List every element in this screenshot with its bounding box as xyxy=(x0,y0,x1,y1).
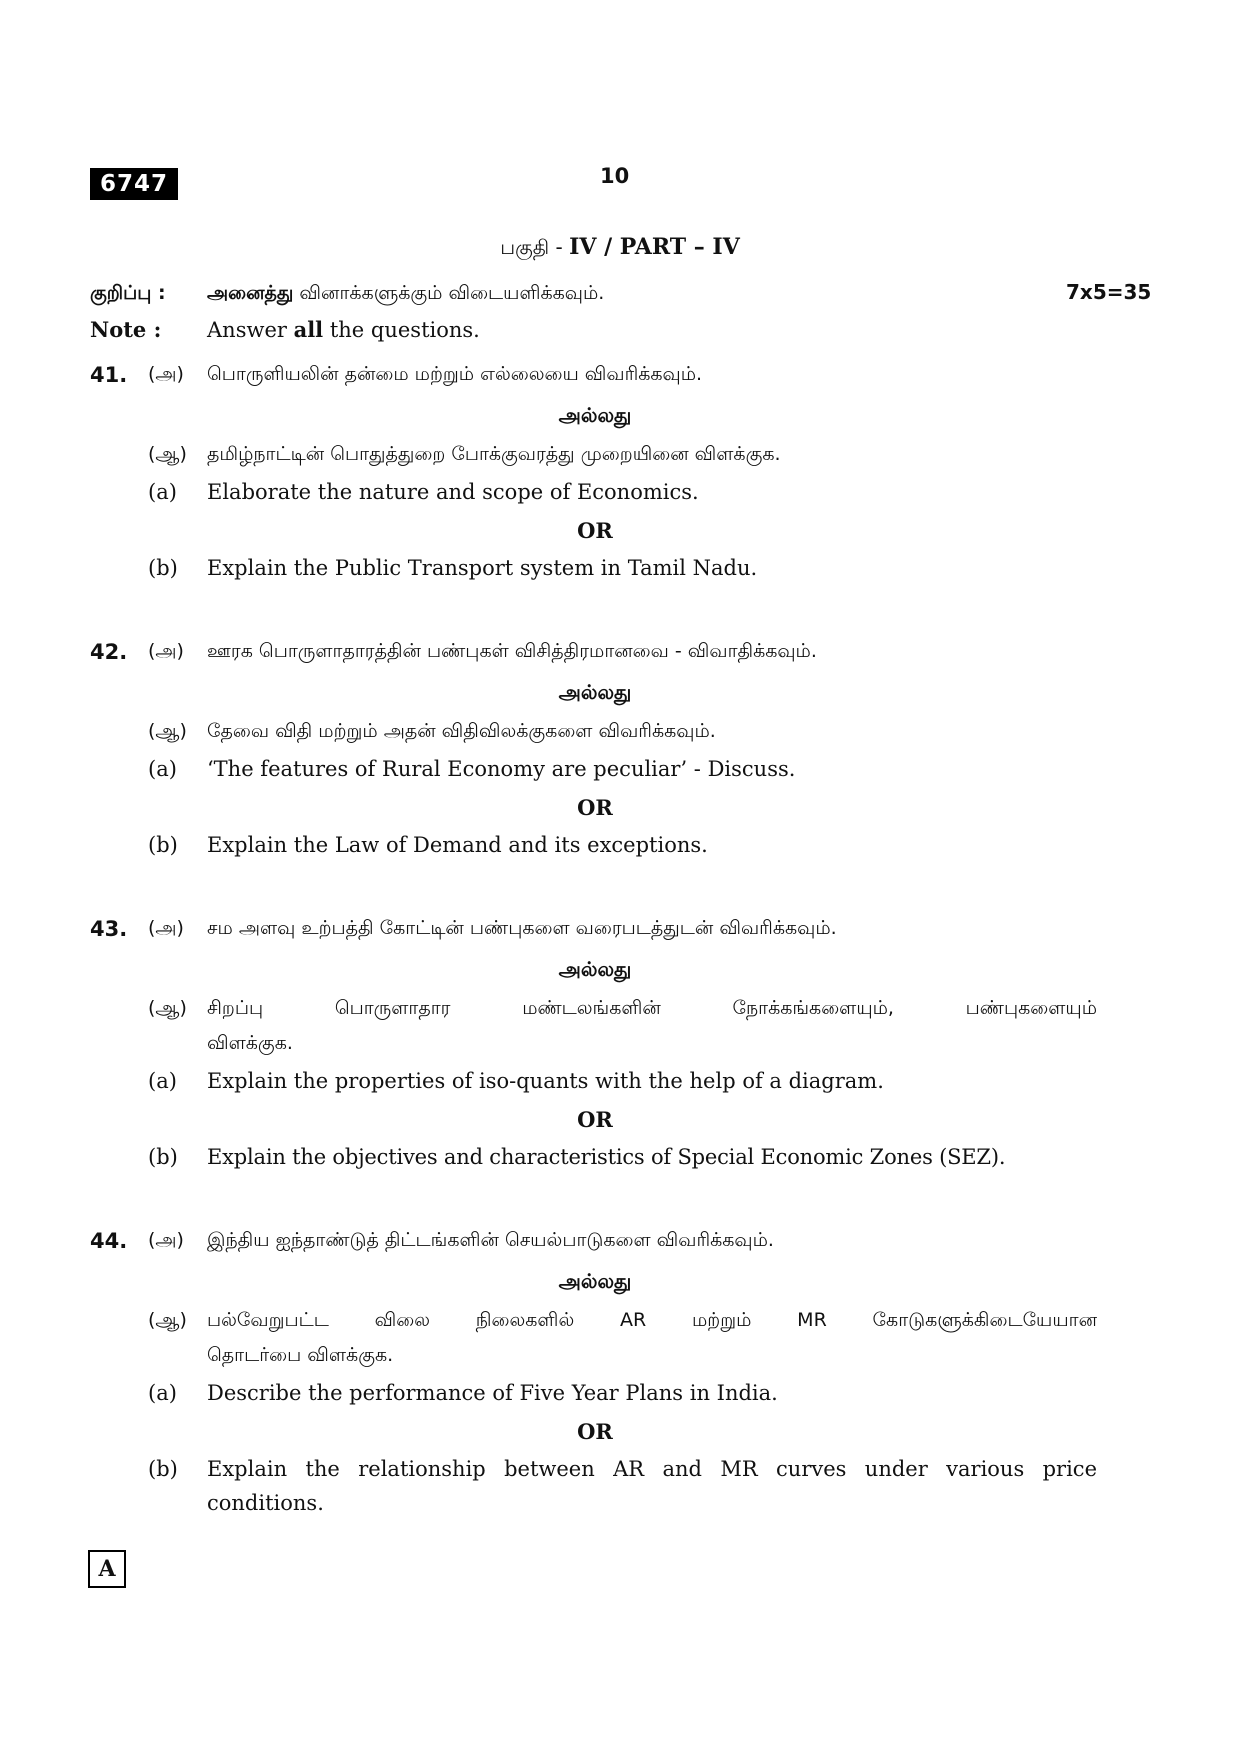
question-text-tamil-b: தமிழ்நாட்டின் பொதுத்துறை போக்குவரத்து முறையினை விளக்குக. xyxy=(207,443,781,465)
or-separator-tamil: அல்லது xyxy=(558,957,632,981)
note-tamil xyxy=(90,280,166,307)
question-text-english-a: ‘The features of Rural Economy are peculiar’ - Discuss. xyxy=(207,757,796,781)
marks-allocation: 7x5=35 xyxy=(1066,280,1152,304)
question-text-tamil-a: சம அளவு உற்பத்தி கோட்டின் பண்புகளை வரைபடத்துடன் விவரிக்கவும். xyxy=(207,917,837,939)
option-label: (b) xyxy=(148,556,178,580)
question-text-english-b: Explain the objectives and characteristics of Special Economic Zones (SEZ). xyxy=(207,1145,1006,1169)
option-label: (a) xyxy=(148,1381,177,1405)
question-number: 43. xyxy=(90,917,128,941)
question-text-tamil-a: பொருளியலின் தன்மை மற்றும் எல்லையை விவரிக்கவும். xyxy=(207,363,703,385)
question-text-tamil-a: இந்திய ஐந்தாண்டுத் திட்டங்களின் செயல்பாடுகளை விவரிக்கவும். xyxy=(207,1229,774,1251)
question-number: 44. xyxy=(90,1229,128,1253)
option-label: (b) xyxy=(148,833,178,857)
or-separator-tamil: அல்லது xyxy=(558,680,632,704)
option-label: (அ) xyxy=(148,363,184,385)
option-label: (b) xyxy=(148,1145,178,1169)
option-label: (a) xyxy=(148,757,177,781)
part-title xyxy=(0,234,1240,262)
question-text-english-b: Explain the Public Transport system in Tamil Nadu. xyxy=(207,556,758,580)
or-separator-tamil: அல்லது xyxy=(558,1269,632,1293)
or-separator-english: OR xyxy=(577,1419,613,1444)
question-text-tamil-b: சிறப்பு பொருளாதார மண்டலங்களின் நோக்கங்களையும், பண்புகளையும் xyxy=(207,997,1097,1019)
part-title-tamil: பகுதி - xyxy=(500,235,570,259)
question-text-english-a: Explain the properties of iso-quants with the help of a diagram. xyxy=(207,1069,884,1093)
or-separator-english: OR xyxy=(577,795,613,820)
or-separator-english: OR xyxy=(577,1107,613,1132)
or-separator-tamil: அல்லது xyxy=(558,403,632,427)
option-label: (அ) xyxy=(148,1229,184,1251)
or-separator-english: OR xyxy=(577,518,613,543)
note-english-text: Answer all the questions. xyxy=(207,317,480,342)
question-text-english-a: Elaborate the nature and scope of Economics. xyxy=(207,480,699,504)
note-label-tamil: குறிப்பு : xyxy=(90,282,166,304)
option-label: (அ) xyxy=(148,917,184,939)
question-text-english-b: Explain the relationship between AR and MR curves under various price xyxy=(207,1457,1097,1481)
question-text-tamil-b: தேவை விதி மற்றும் அதன் விதிவிலக்குகளை விவரிக்கவும். xyxy=(207,720,716,742)
page-number: 10 xyxy=(600,164,630,188)
question-number: 41. xyxy=(90,363,128,387)
option-label: (ஆ) xyxy=(148,1309,187,1331)
option-label: (b) xyxy=(148,1457,178,1481)
question-text-tamil-a: ஊரக பொருளாதாரத்தின் பண்புகள் விசித்திரமானவை - விவாதிக்கவும். xyxy=(207,640,817,662)
booklet-letter-box: A xyxy=(88,1550,126,1588)
option-label: (அ) xyxy=(148,640,184,662)
option-label: (a) xyxy=(148,480,177,504)
question-text-english-b-continued: conditions. xyxy=(207,1491,324,1515)
question-text-tamil-b: பல்வேறுபட்ட விலை நிலைகளில் AR மற்றும் MR கோடுகளுக்கிடையேயான xyxy=(207,1309,1097,1331)
part-title-english: IV / PART – IV xyxy=(569,234,740,260)
question-text-english-a: Describe the performance of Five Year Plans in India. xyxy=(207,1381,778,1405)
question-number: 42. xyxy=(90,640,128,664)
note-label-english: Note : xyxy=(90,317,162,342)
option-label: (ஆ) xyxy=(148,997,187,1019)
option-label: (a) xyxy=(148,1069,177,1093)
option-label: (ஆ) xyxy=(148,720,187,742)
question-text-tamil-b-continued: விளக்குக. xyxy=(207,1032,293,1054)
question-text-tamil-b-continued: தொடர்பை விளக்குக. xyxy=(207,1344,394,1366)
note-tamil-text: அனைத்து வினாக்களுக்கும் விடையளிக்கவும். xyxy=(207,282,605,304)
question-text-english-b: Explain the Law of Demand and its exceptions. xyxy=(207,833,708,857)
option-label: (ஆ) xyxy=(148,443,187,465)
question-paper-code: 6747 xyxy=(90,168,178,200)
